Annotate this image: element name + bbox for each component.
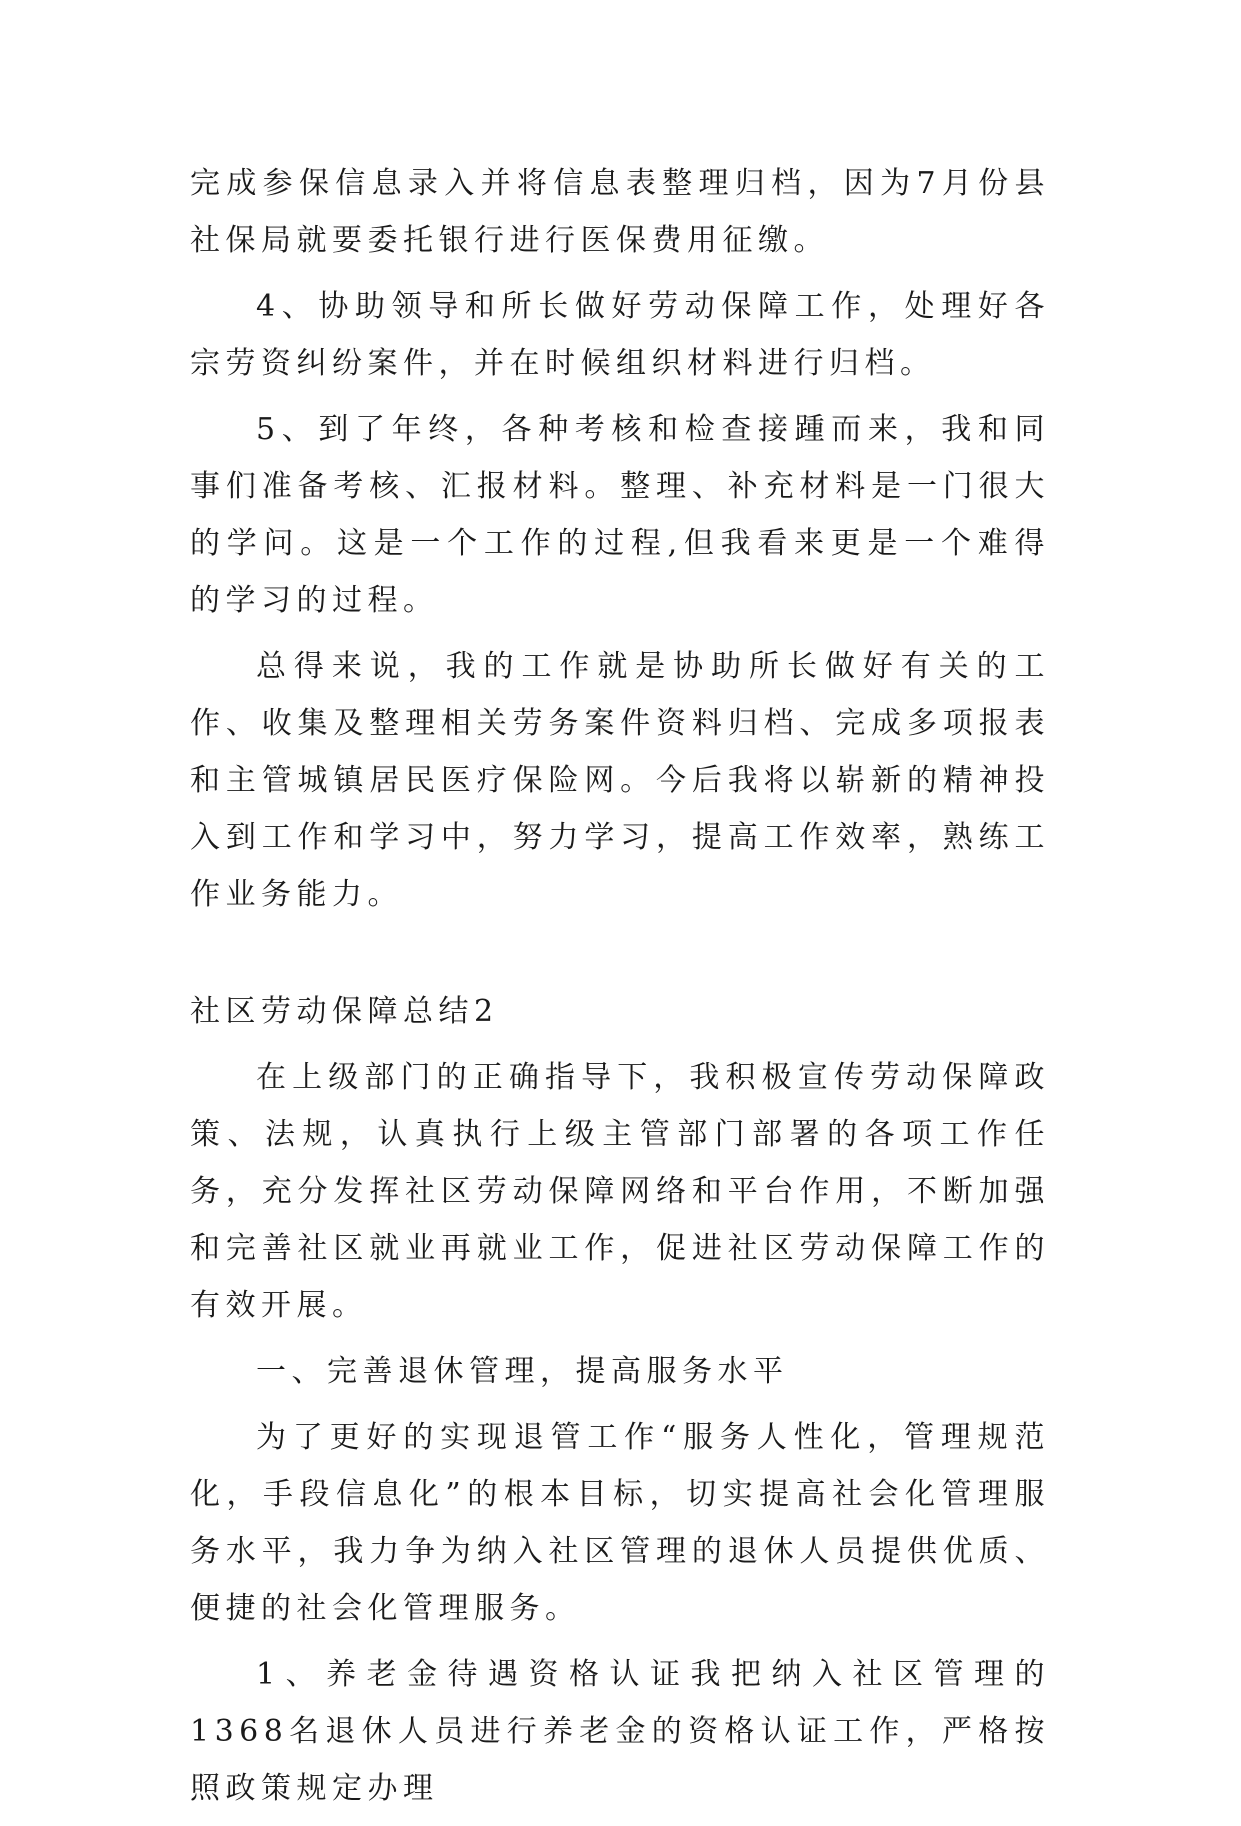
paragraph: 4、协助领导和所长做好劳动保障工作，处理好各宗劳资纠纷案件，并在时候组织材料进行归档。 (190, 289, 1050, 381)
section-title: 社区劳动保障总结2 (190, 994, 499, 1029)
paragraph: 为了更好的实现退管工作“服务人性化，管理规范化，手段信息化”的根本目标，切实提高社会化管理服务水平，我力争为纳入社区管理的退休人员提供优质、便捷的社会化管理服务。 (190, 1420, 1050, 1626)
paragraph: 完成参保信息录入并将信息表整理归档，因为7月份县社保局就要委托银行进行医保费用征缴。 (190, 166, 1050, 258)
paragraph: 1、养老金待遇资格认证我把纳入社区管理的1368名退休人员进行养老金的资格认证工作，严格按照政策规定办理 (190, 1657, 1050, 1806)
paragraph: 在上级部门的正确指导下，我积极宣传劳动保障政策、法规，认真执行上级主管部门部署的各项工作任务，充分发挥社区劳动保障网络和平台作用，不断加强和完善社区就业再就业工作，促进社区劳动保障工作的有效开展。 (190, 1060, 1050, 1323)
paragraph: 总得来说，我的工作就是协助所长做好有关的工作、收集及整理相关劳务案件资料归档、完成多项报表和主管城镇居民医疗保险网。今后我将以崭新的精神投入到工作和学习中，努力学习，提高工作效率，熟练工作业务能力。 (190, 649, 1050, 912)
document-body (190, 155, 1050, 1826)
paragraph: 5、到了年终，各种考核和检查接踵而来，我和同事们准备考核、汇报材料。整理、补充材料是一门很大的学问。这是一个工作的过程,但我看来更是一个难得的学习的过程。 (190, 412, 1050, 618)
subheading: 一、完善退休管理，提高服务水平 (256, 1354, 789, 1389)
